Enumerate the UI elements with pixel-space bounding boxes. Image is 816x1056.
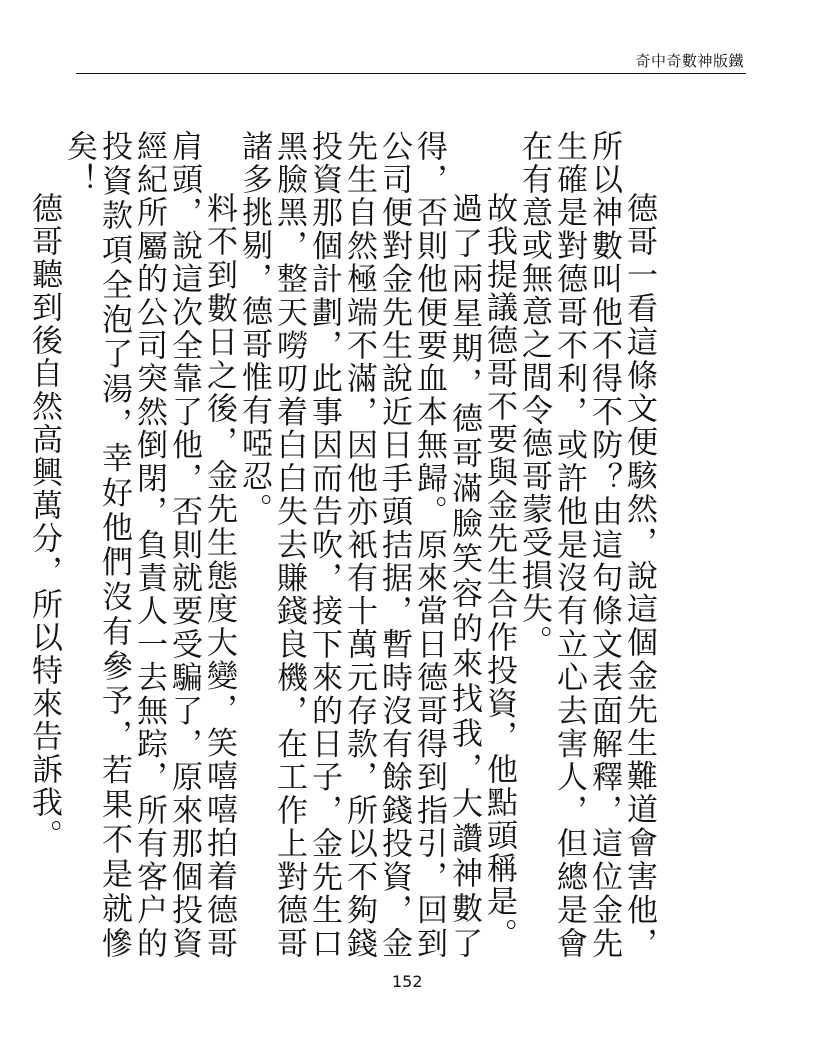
- paragraph-1: 德哥一看這條文便駭然，說這個金先生難道會害他，所以神數叫他不得不防？由這句條文表面解釋，這位金先生確是對德哥不利，或許他是沒有立心去害人，但總是會在有意或無意之間令德哥蒙受損失。: [516, 130, 657, 960]
- paragraph-3: 過了兩星期，德哥滿臉笑容的來找我，大讚神數了得，否則他便要血本無歸。原來當日德哥得到指引，回到公司便對金先生說近日手頭拮据，暫時沒有餘錢投資，金先生自然極端不滿，因他亦衹有十萬元存款，所以不夠錢投資那個計劃，此事因而告吹，接下來的日子，金先生口黑臉黑，整天嘮叨着白白失去賺錢良機，在工作上對德哥諸多挑剔，德哥惟有啞忍。: [236, 130, 482, 960]
- running-header-title: 奇中奇數神版鐵: [635, 52, 744, 70]
- paragraph-2: 故我提議德哥不要與金先生合作投資，他點頭稱是。: [481, 192, 517, 951]
- body-text: [26, 130, 656, 960]
- page-number: 152: [392, 972, 423, 991]
- paragraph-4: 料不到數日之後，金先生態度大變，笑嘻嘻拍着德哥肩頭，說這次全靠了他，否則就要受騙了，原來那個投資經紀所屬的公司突然倒閉，負責人一去無踪，所有客户的投資款項全泡了湯，幸好他們沒有參予，若果不是就慘矣！: [61, 130, 237, 960]
- paragraph-5: 德哥聽到後自然高興萬分，所以特來告訴我。: [26, 192, 62, 852]
- header-divider: [76, 73, 746, 74]
